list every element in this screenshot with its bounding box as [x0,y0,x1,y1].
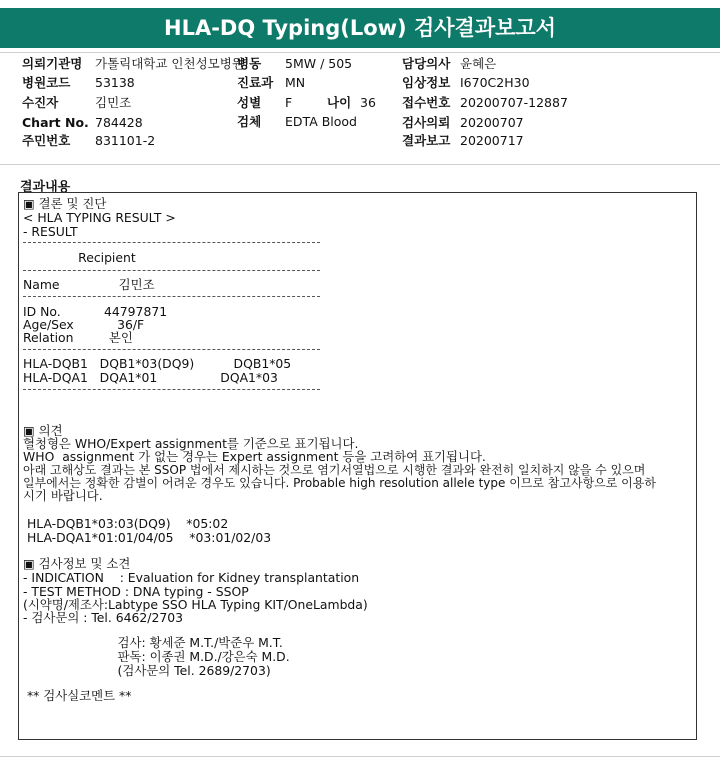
ward-value: 5MW / 505 [285,56,353,71]
ward-label: 병동 [237,56,262,71]
page-bottom-rule [0,756,720,757]
receipt-value: 20200707-12887 [460,95,568,110]
request-value: 20200707 [460,115,524,130]
result-line: - RESULT [23,224,78,239]
sex-value: F [285,95,293,110]
name-row: Name 김민조 [23,277,155,292]
sex-label: 성별 [237,95,262,110]
age-value: 36 [360,95,376,110]
institution-label: 의뢰기관명 [22,56,83,71]
dashed-divider [23,270,320,271]
age-sex-row: Age/Sex 36/F [23,317,145,332]
chart-label: Chart No. [22,115,89,130]
opinion-line: 일부에서는 정확한 감별이 어려운 경우도 있습니다. Probable high resolution allele type 이므로 참고사항으로 이용하 [23,476,656,490]
dashed-divider [23,296,320,297]
receipt-label: 접수번호 [402,95,451,110]
lab-comment: ** 검사실코멘트 ** [23,688,132,703]
section-title: 결과내용 [20,180,71,195]
dashed-divider [23,349,320,350]
opinion-heading: ▣ 의견 [23,423,63,438]
opinion-line: 혈청형은 WHO/Expert assignment를 기준으로 표기됩니다. [23,436,359,451]
rrn-label: 주민번호 [22,133,71,148]
doctor-value: 윤혜은 [460,56,497,71]
clinical-info-value: I670C2H30 [460,75,530,90]
result-line: < HLA TYPING RESULT > [23,210,176,225]
header-bottom-rule [0,164,720,165]
hospital-code-value: 53138 [95,75,135,90]
tester-line: 검사: 황세준 M.T./박준우 M.T. [23,635,283,650]
high-res-dqa1: HLA-DQA1*01:01/04/05 *03:01/02/03 [23,530,272,545]
report-title: HLA-DQ Typing(Low) 검사결과보고서 [0,8,720,48]
request-label: 검사의뢰 [402,115,451,130]
reagent-line: (시약명/제조사:Labtype SSO HLA Typing KIT/OneLambda) [23,597,368,612]
inquiry-line: - 검사문의 : Tel. 6462/2703 [23,610,183,625]
dqa1-row: HLA-DQA1 DQA1*01 DQA1*03 [23,370,278,385]
patient-label: 수진자 [22,95,59,110]
opinion-line: 아래 고해상도 결과는 본 SSOP 법에서 제시하는 것으로 염기서열법으로 시행한 결과와 완전히 일치하지 않을 수 있으며 [23,463,646,477]
result-box [18,192,697,740]
indication-line: - INDICATION : Evaluation for Kidney transplantation [23,570,360,585]
opinion-line: WHO assignment 가 없는 경우는 Expert assignment 등을 고려하여 표기됩니다. [23,449,486,464]
id-row: ID No. 44797871 [23,304,168,319]
conclusion-heading: ▣ 결론 및 진단 [23,196,107,211]
header-top-rule [0,52,720,53]
age-label: 나이 [327,95,352,110]
patient-value: 김민조 [95,95,132,110]
dashed-divider [23,242,320,243]
reader-line: 판독: 이종권 M.D./강은숙 M.D. [23,649,290,664]
clinical-info-label: 임상정보 [402,75,451,90]
doctor-label: 담당의사 [402,56,451,71]
contact-line: (검사문의 Tel. 2689/2703) [23,663,271,678]
chart-value: 784428 [95,115,143,130]
report-date-value: 20200717 [460,133,524,148]
dashed-divider [23,389,320,390]
test-method-line: - TEST METHOD : DNA typing - SSOP [23,584,249,599]
rrn-value: 831101-2 [95,133,156,148]
dept-label: 진료과 [237,75,274,90]
test-info-heading: ▣ 검사정보 및 소견 [23,556,131,571]
dqb1-row: HLA-DQB1 DQB1*03(DQ9) DQB1*05 [23,356,292,371]
report-date-label: 결과보고 [402,133,451,148]
high-res-dqb1: HLA-DQB1*03:03(DQ9) *05:02 [23,516,229,531]
specimen-value: EDTA Blood [285,114,357,129]
dept-value: MN [285,75,306,90]
hospital-code-label: 병원코드 [22,75,71,90]
institution-value: 가톨릭대학교 인천성모병원 [95,56,244,71]
recipient-heading: Recipient [23,250,136,265]
opinion-line: 시기 바랍니다. [23,488,103,503]
relation-row: Relation 본인 [23,330,133,345]
specimen-label: 검체 [237,114,262,129]
